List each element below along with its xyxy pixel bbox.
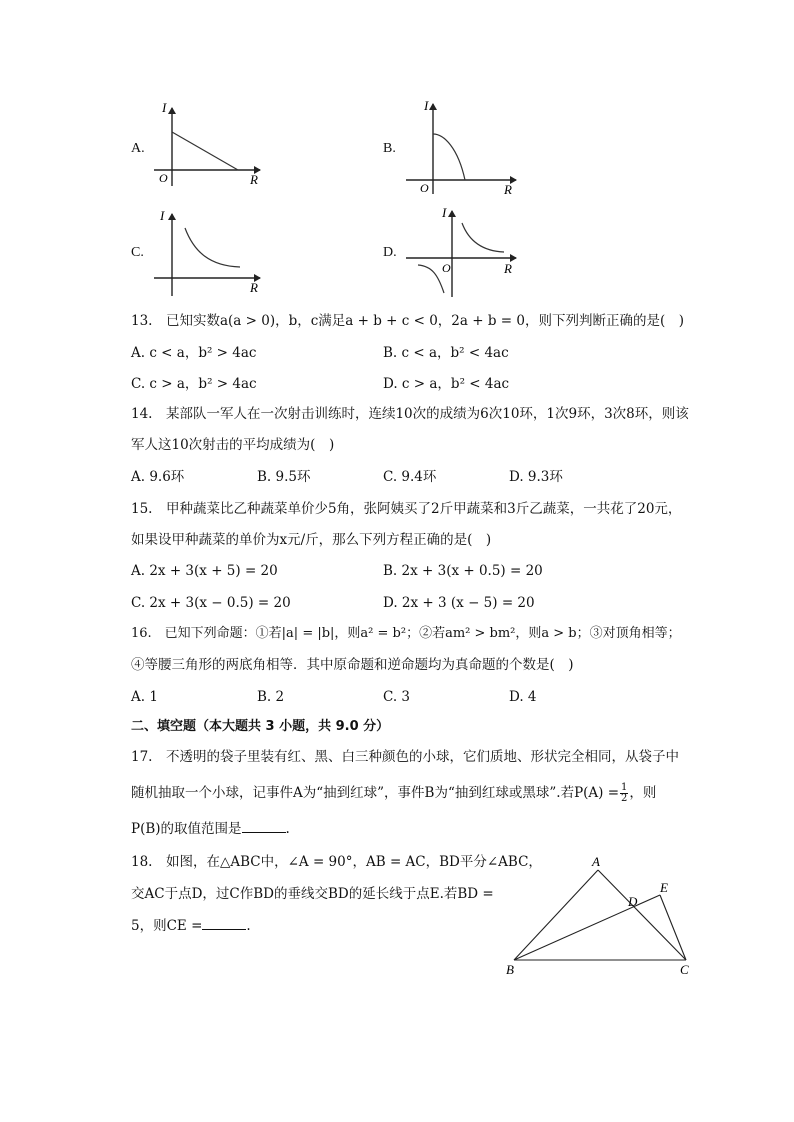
curve-line: [172, 132, 238, 170]
q17-line3-tail: .: [285, 821, 290, 837]
q13-option-a[interactable]: A. c < a，b² > 4ac: [131, 345, 257, 361]
curve-arc: [433, 134, 465, 180]
y-axis-label: I: [162, 100, 167, 115]
curve-branch-right: [462, 223, 504, 252]
fraction: [620, 783, 628, 804]
q14-option-b[interactable]: B. 9.5环: [257, 469, 311, 485]
curve-hyperbola: [185, 228, 240, 267]
graph-a: [150, 98, 270, 190]
x-axis-label: R: [504, 261, 512, 276]
x-axis-label: R: [250, 172, 258, 187]
answer-blank[interactable]: [242, 820, 286, 833]
q17-line1: 17. 不透明的袋子里装有红、黑、白三种颜色的小球，它们质地、形状完全相同，从袋子中: [131, 749, 679, 765]
q18-line2: 交AC于点D，过C作BD的垂线交BD的延长线于点E.若BD =: [131, 886, 494, 902]
option-d-label: D.: [383, 245, 397, 260]
triangle-figure: [500, 850, 700, 980]
y-axis-label: I: [442, 205, 447, 220]
fraction-numerator: 1: [621, 782, 628, 793]
q15-option-a[interactable]: A. 2x + 3(x + 5) = 20: [131, 563, 278, 579]
answer-blank[interactable]: [202, 917, 246, 930]
q16-option-a[interactable]: A. 1: [131, 689, 158, 705]
graph-b: [404, 98, 524, 196]
q18-line1: 18. 如图，在△ABC中，∠A = 90°，AB = AC，BD平分∠ABC，: [131, 854, 542, 870]
q16-stem-line2: ④等腰三角形的两底角相等．其中原命题和逆命题均为真命题的个数是( ): [131, 657, 574, 673]
option-a-label: A.: [131, 141, 145, 156]
q16-option-d[interactable]: D. 4: [509, 689, 537, 705]
q14-option-a[interactable]: A. 9.6环: [131, 469, 185, 485]
origin-label: O: [442, 261, 451, 275]
q16-option-b[interactable]: B. 2: [257, 689, 285, 705]
q14-stem-line1: 14. 某部队一军人在一次射击训练时，连续10次的成绩为6次10环，1次9环，3次8环，则该: [131, 406, 689, 422]
q17-line3-text: P(B)的取值范围是: [131, 821, 242, 837]
q17-line2: [131, 783, 656, 804]
q13-option-b[interactable]: B. c < a，b² < 4ac: [383, 345, 509, 361]
x-axis-label: R: [250, 280, 258, 295]
section-heading: 二、填空题（本大题共 3 小题，共 9.0 分）: [131, 719, 390, 734]
q14-option-d[interactable]: D. 9.3环: [509, 469, 563, 485]
q13-option-d[interactable]: D. c > a，b² < 4ac: [383, 376, 510, 392]
q15-option-d[interactable]: D. 2x + 3 (x − 5) = 20: [383, 595, 535, 611]
origin-label: O: [159, 171, 168, 185]
q15-option-c[interactable]: C. 2x + 3(x − 0.5) = 20: [131, 595, 291, 611]
q17-line2-text: 随机抽取一个小球，记事件A为“抽到红球”，事件B为“抽到红球或黑球”.若P(A) =: [131, 785, 620, 801]
fraction-denominator: 2: [621, 793, 628, 804]
q14-option-c[interactable]: C. 9.4环: [383, 469, 437, 485]
q18-line3-text: 5，则CE =: [131, 918, 203, 934]
segment-ac: [598, 870, 686, 960]
x-axis-label: R: [504, 182, 512, 196]
q17-line3: [131, 820, 290, 838]
q13-option-c[interactable]: C. c > a，b² > 4ac: [131, 376, 257, 392]
point-c-label: C: [680, 962, 689, 977]
q14-stem-line2: 军人这10次射击的平均成绩为( ): [131, 437, 335, 453]
segment-ce: [660, 895, 686, 960]
q18-line3-tail: .: [246, 918, 251, 934]
q13-stem: 13. 已知实数a(a > 0)，b，c满足a + b + c < 0，2a + b = 0，则下列判断正确的是( ): [131, 313, 684, 329]
q17-line2-tail: ，则: [629, 785, 657, 801]
q16-stem-line1: 16. 已知下列命题：①若|a| = |b|，则a² = b²；②若am² > bm²，则a > b；③对顶角相等；: [131, 626, 681, 641]
y-axis-label: I: [424, 98, 429, 113]
q15-stem-line1: 15. 甲种蔬菜比乙种蔬菜单价少5角，张阿姨买了2斤甲蔬菜和3斤乙蔬菜，一共花了20元，: [131, 501, 682, 517]
point-d-label: D: [628, 894, 638, 909]
point-a-label: A: [592, 854, 600, 869]
q16-option-c[interactable]: C. 3: [383, 689, 411, 705]
option-b-label: B.: [383, 141, 396, 156]
point-b-label: B: [506, 962, 514, 977]
point-e-label: E: [660, 880, 668, 895]
graph-d: [404, 205, 524, 299]
segment-ab: [514, 870, 598, 960]
q15-stem-line2: 如果设甲种蔬菜的单价为x元/斤，那么下列方程正确的是( ): [131, 532, 492, 548]
curve-branch-left: [418, 265, 444, 293]
segment-be: [514, 895, 660, 960]
q18-line3: [131, 917, 251, 935]
graph-c: [150, 206, 270, 298]
origin-label: O: [420, 181, 429, 195]
y-axis-label: I: [160, 208, 165, 223]
q15-option-b[interactable]: B. 2x + 3(x + 0.5) = 20: [383, 563, 543, 579]
option-c-label: C.: [131, 245, 144, 260]
